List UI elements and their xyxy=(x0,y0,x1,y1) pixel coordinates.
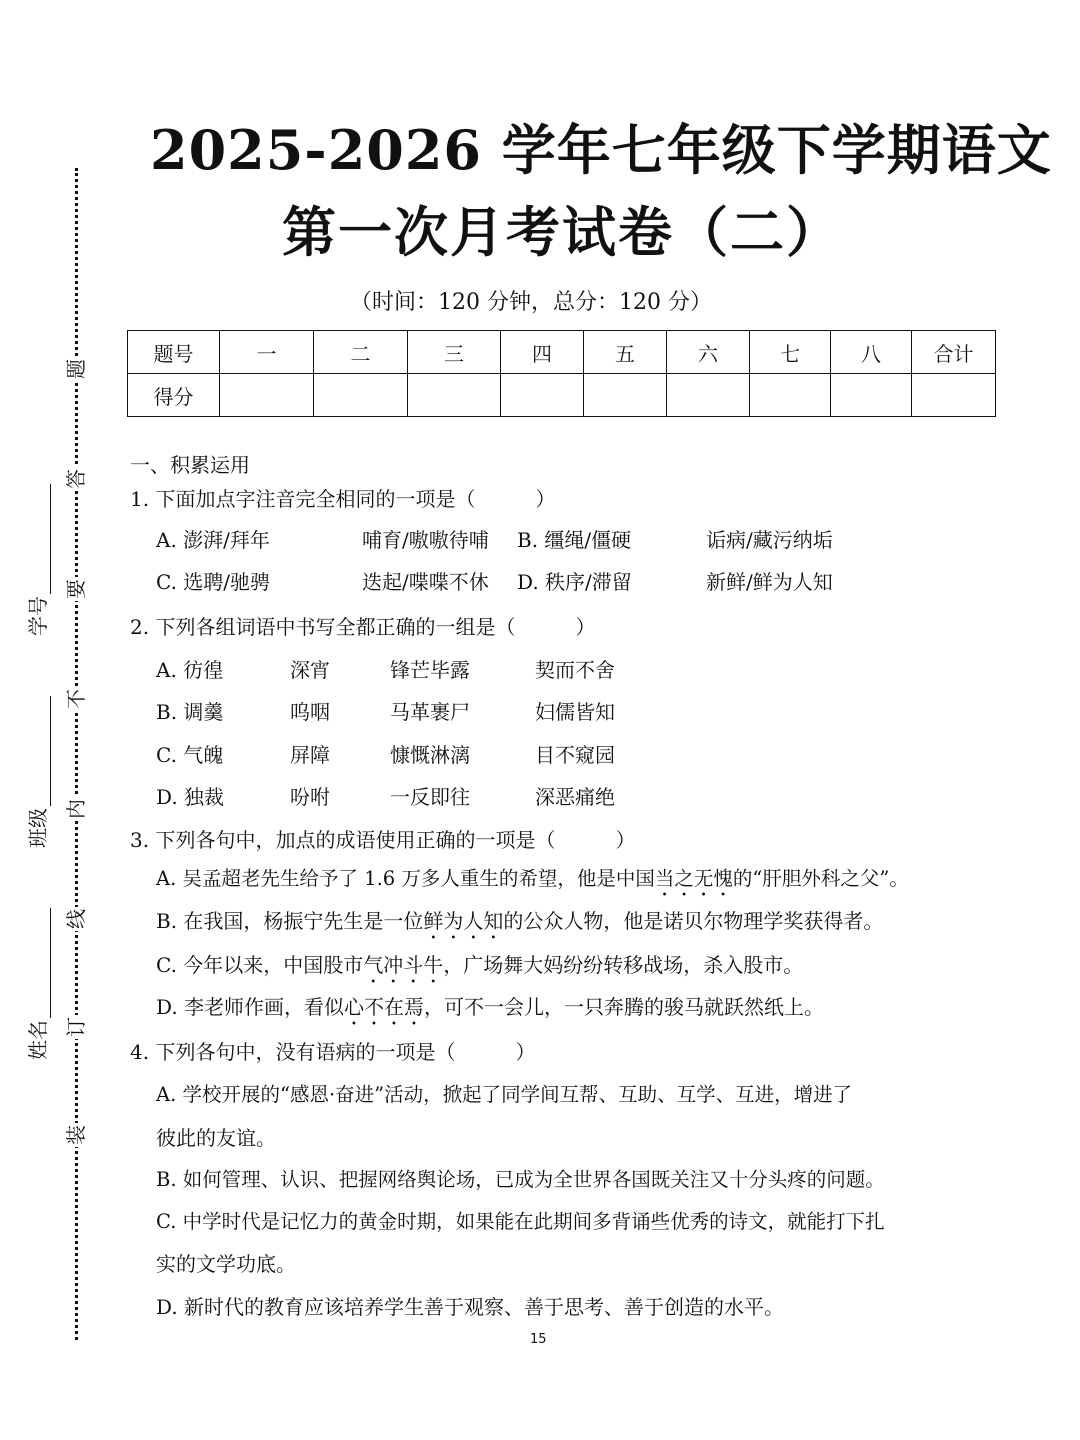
q2-option-b-word3: 马革裹尸 xyxy=(390,700,470,724)
q3-option-c-idiom: 气冲斗牛 xyxy=(363,953,444,977)
page-number: 15 xyxy=(530,1332,547,1347)
table-header-cell: 四 xyxy=(501,331,584,374)
class-field-label: 班级 xyxy=(26,808,50,848)
q4-option-a-line1: A. 学校开展的“感恩·奋进”活动，掀起了同学间互帮、互助、互学、互进，增进了 xyxy=(156,1083,853,1106)
exam-title-line2: 第一次月考试卷（二） xyxy=(282,200,842,264)
score-cell[interactable] xyxy=(408,374,501,417)
table-header-cell: 二 xyxy=(314,331,408,374)
q4-option-b: B. 如何管理、认识、把握网络舆论场，已成为全世界各国既关注又十分头疼的问题。 xyxy=(156,1168,885,1191)
q1-option-a-part1: A. 澎湃/拜年 xyxy=(156,528,270,552)
score-row-label: 得分 xyxy=(128,374,220,417)
class-field[interactable] xyxy=(22,696,51,848)
binding-char-7: 订 xyxy=(64,1017,88,1037)
table-header-cell: 七 xyxy=(750,331,831,374)
exam-time-score: （时间：120 分钟，总分：120 分） xyxy=(350,290,712,315)
q4-option-c-line2: 实的文学功底。 xyxy=(156,1252,296,1276)
q2-option-a-word2: 深宵 xyxy=(290,658,330,682)
score-cell[interactable] xyxy=(584,374,667,417)
name-field[interactable] xyxy=(22,908,51,1060)
q1-option-d-part1: D. 秩序/滞留 xyxy=(517,570,632,594)
q1-option-c-part2: 迭起/喋喋不休 xyxy=(362,570,489,594)
q4-option-d: D. 新时代的教育应该培养学生善于观察、善于思考、善于创造的水平。 xyxy=(156,1295,785,1319)
q3-option-a: A. 吴孟超老先生给予了 1.6 万多人重生的希望，他是中国当之无愧的“肝胆外科之父”。 xyxy=(156,867,909,890)
section-heading: 一、积累运用 xyxy=(130,453,250,477)
q2-option-d-word1: D. 独裁 xyxy=(156,785,225,809)
binding-char-1: 题 xyxy=(64,359,88,379)
q3-option-b: B. 在我国，杨振宁先生是一位鲜为人知的公众人物，他是诺贝尔物理学奖获得者。 xyxy=(156,909,884,933)
score-table-header-row xyxy=(128,331,996,374)
table-header-cell: 六 xyxy=(667,331,750,374)
question-3-stem: 3. 下列各句中，加点的成语使用正确的一项是（ ） xyxy=(130,828,636,852)
question-1-stem: 1. 下面加点字注音完全相同的一项是（ ） xyxy=(130,487,556,511)
q1-option-b-part1: B. 缰绳/僵硬 xyxy=(517,528,632,552)
table-header-cell: 一 xyxy=(220,331,314,374)
q2-option-b-word4: 妇儒皆知 xyxy=(535,700,615,724)
q2-option-d-word3: 一反即往 xyxy=(390,785,470,809)
binding-char-3: 要 xyxy=(64,579,88,599)
q4-option-a-line2: 彼此的友谊。 xyxy=(156,1126,276,1150)
score-cell[interactable] xyxy=(667,374,750,417)
q3-option-d-idiom: 心不在焉 xyxy=(344,995,425,1019)
binding-char-6: 线 xyxy=(64,909,88,929)
q2-option-b-word2: 呜咽 xyxy=(290,700,330,724)
q3-option-a-idiom: 当之无愧 xyxy=(654,867,733,890)
student-id-field-label: 学号 xyxy=(26,596,50,636)
score-cell[interactable] xyxy=(750,374,831,417)
table-header-cell: 合计 xyxy=(912,331,996,374)
q2-option-b-word1: B. 调羹 xyxy=(156,700,224,724)
score-cell[interactable] xyxy=(912,374,996,417)
q2-option-c-word2: 屏障 xyxy=(290,743,330,767)
q4-option-c-line1: C. 中学时代是记忆力的黄金时期，如果能在此期间多背诵些优秀的诗文，就能打下扎 xyxy=(156,1210,885,1233)
q3-option-d: D. 李老师作画，看似心不在焉，可不一会儿，一只奔腾的骏马就跃然纸上。 xyxy=(156,995,825,1019)
q2-option-c-word3: 慷慨淋漓 xyxy=(390,743,470,767)
binding-char-2: 答 xyxy=(64,469,88,489)
binding-dotted-line xyxy=(75,168,78,1340)
binding-char-8: 装 xyxy=(64,1125,88,1145)
score-cell[interactable] xyxy=(220,374,314,417)
q1-option-d-part2: 新鲜/鲜为人知 xyxy=(706,570,833,594)
score-table xyxy=(127,330,996,417)
question-4-stem: 4. 下列各句中，没有语病的一项是（ ） xyxy=(130,1040,536,1064)
score-cell[interactable] xyxy=(314,374,408,417)
q3-option-b-idiom: 鲜为人知 xyxy=(423,909,504,933)
q1-option-a-part2: 哺育/嗷嗷待哺 xyxy=(362,528,489,552)
student-id-field[interactable] xyxy=(22,484,51,636)
name-field-label: 姓名 xyxy=(26,1020,50,1060)
table-header-cell: 题号 xyxy=(128,331,220,374)
exam-title-line1: 2025-2026 学年七年级下学期语文 xyxy=(150,118,1052,182)
score-table-score-row xyxy=(128,374,996,417)
q2-option-c-word1: C. 气魄 xyxy=(156,743,224,767)
table-header-cell: 八 xyxy=(831,331,912,374)
table-header-cell: 五 xyxy=(584,331,667,374)
table-header-cell: 三 xyxy=(408,331,501,374)
binding-char-4: 不 xyxy=(64,689,88,709)
q2-option-a-word1: A. 彷徨 xyxy=(156,658,224,682)
q2-option-a-word3: 锋芒毕露 xyxy=(390,658,470,682)
q2-option-a-word4: 契而不舍 xyxy=(535,658,615,682)
q1-option-b-part2: 诟病/藏污纳垢 xyxy=(706,528,833,552)
q2-option-c-word4: 目不窥园 xyxy=(535,743,615,767)
binding-char-5: 内 xyxy=(64,799,88,819)
q2-option-d-word4: 深恶痛绝 xyxy=(535,785,615,809)
score-cell[interactable] xyxy=(831,374,912,417)
question-2-stem: 2. 下列各组词语中书写全都正确的一组是（ ） xyxy=(130,615,596,639)
q3-option-c: C. 今年以来，中国股市气冲斗牛，广场舞大妈纷纷转移战场，杀入股市。 xyxy=(156,953,804,977)
score-cell[interactable] xyxy=(501,374,584,417)
q1-option-c-part1: C. 选聘/驰骋 xyxy=(156,570,271,594)
q2-option-d-word2: 吩咐 xyxy=(290,785,330,809)
